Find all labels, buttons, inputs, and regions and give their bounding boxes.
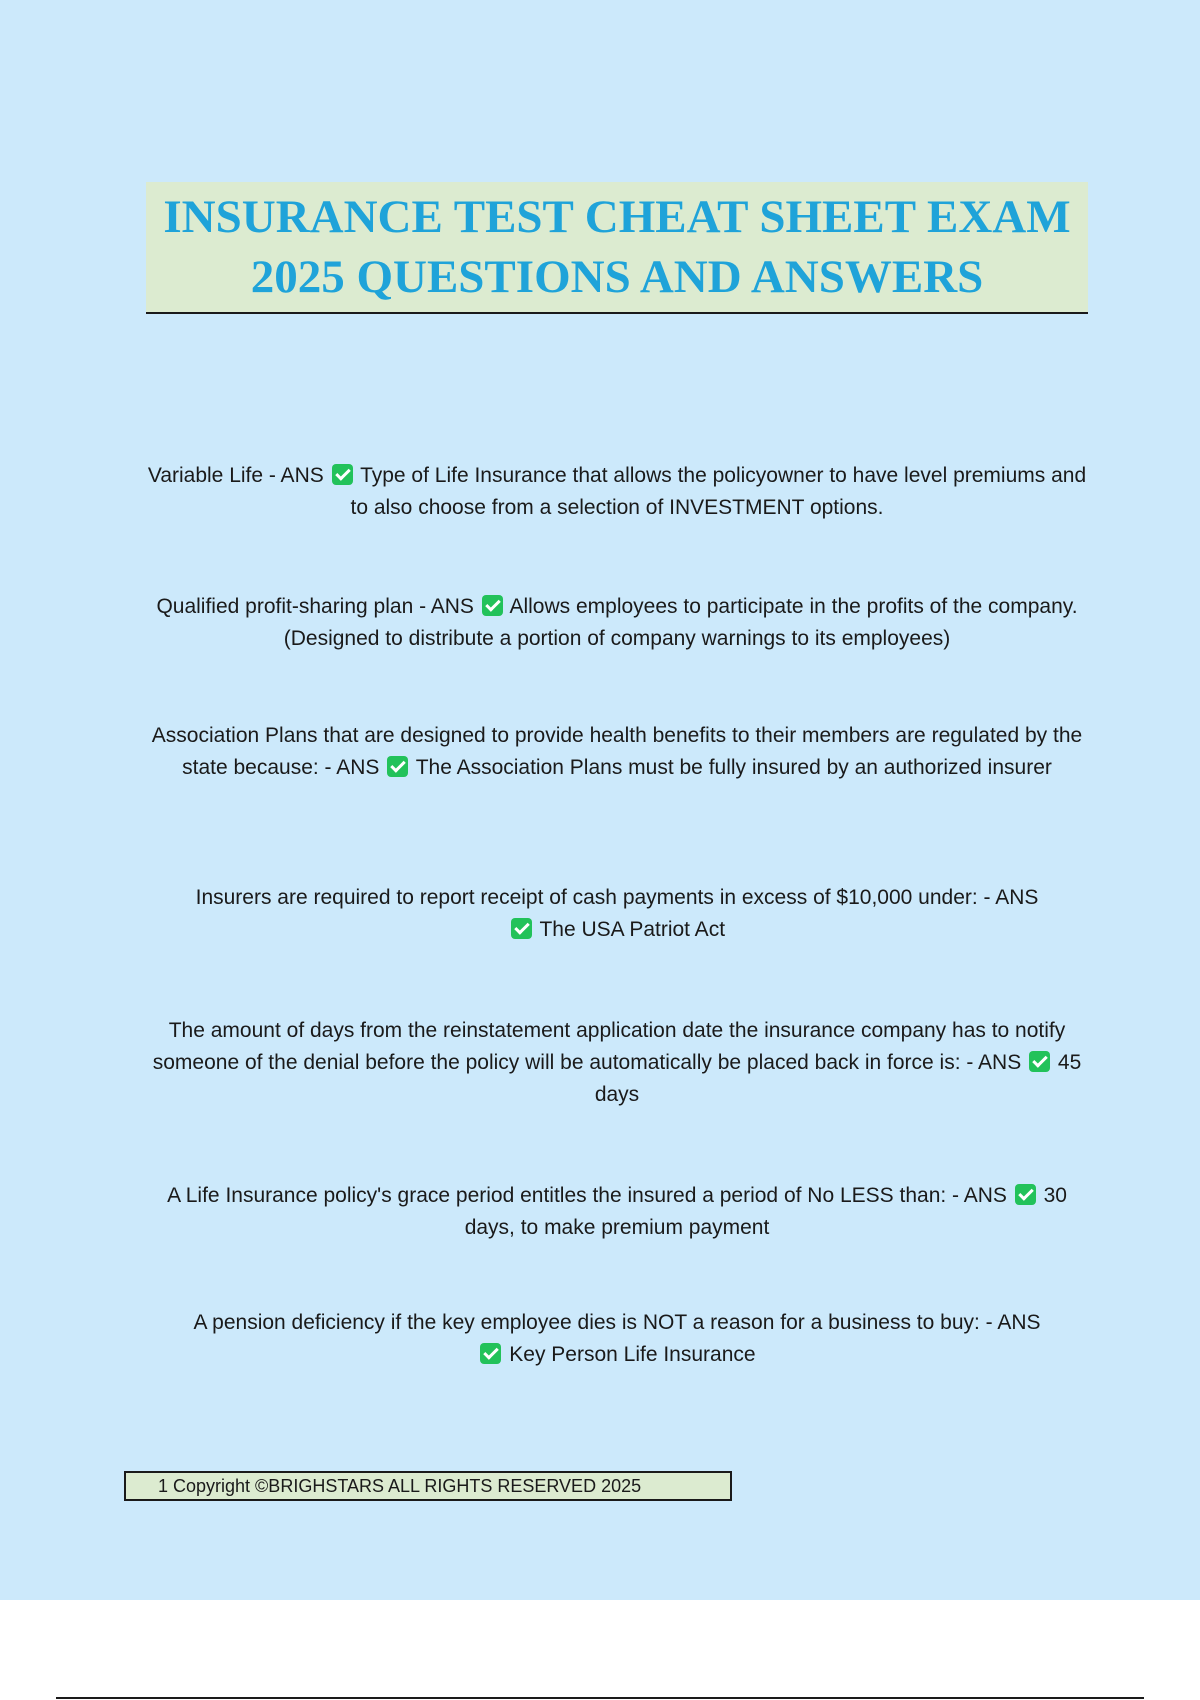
check-mark-icon xyxy=(387,756,408,777)
title-banner xyxy=(146,182,1088,314)
check-mark-icon xyxy=(511,918,532,939)
qa-item-2 xyxy=(140,591,1094,655)
answer-text: The USA Patriot Act xyxy=(539,918,726,941)
qa-item-3 xyxy=(140,720,1094,784)
qa-item-4 xyxy=(190,882,1044,946)
qa-item-1 xyxy=(140,460,1094,524)
question-text: Qualified profit-sharing plan - ANS xyxy=(156,595,474,618)
answer-text: Allows employees to participate in the profits of the company. (Designed to distribute a portion of company warnings to its employees) xyxy=(283,595,1078,650)
qa-item-6 xyxy=(140,1180,1094,1244)
question-text: Association Plans that are designed to provide health benefits to their members are regulated by the state because: - ANS xyxy=(151,724,1083,779)
question-text: Variable Life - ANS xyxy=(147,464,324,487)
answer-text: Key Person Life Insurance xyxy=(509,1343,756,1366)
answer-text: 45 days xyxy=(594,1051,1082,1106)
qa-item-7 xyxy=(190,1307,1044,1371)
qa-item-5 xyxy=(140,1015,1094,1111)
question-text: Insurers are required to report receipt of cash payments in excess of $10,000 under: - ANS xyxy=(195,886,1039,909)
copyright-footer: 1 Copyright ©BRIGHSTARS ALL RIGHTS RESERVED 2025 xyxy=(124,1471,732,1501)
answer-text: Type of Life Insurance that allows the policyowner to have level premiums and to also choose from a selection of INVESTMENT options. xyxy=(350,464,1087,519)
page-divider xyxy=(56,1697,1144,1699)
check-mark-icon xyxy=(1029,1051,1050,1072)
check-mark-icon xyxy=(482,595,503,616)
question-text: A pension deficiency if the key employee dies is NOT a reason for a business to buy: - ANS xyxy=(193,1311,1041,1334)
page-title-line-1: INSURANCE TEST CHEAT SHEET EXAM xyxy=(163,191,1071,243)
page-title-line-2: 2025 QUESTIONS AND ANSWERS xyxy=(250,251,984,303)
check-mark-icon xyxy=(1015,1184,1036,1205)
check-mark-icon xyxy=(480,1343,501,1364)
answer-text: 30 days, to make premium payment xyxy=(464,1184,1067,1239)
check-mark-icon xyxy=(332,464,353,485)
question-text: The amount of days from the reinstatement application date the insurance company has to notify someone of the denial before the policy will be automatically be placed back in force is: - ANS xyxy=(152,1019,1066,1074)
question-text: A Life Insurance policy's grace period entitles the insured a period of No LESS than: - ANS xyxy=(167,1184,1007,1207)
answer-text: The Association Plans must be fully insured by an authorized insurer xyxy=(415,756,1052,779)
